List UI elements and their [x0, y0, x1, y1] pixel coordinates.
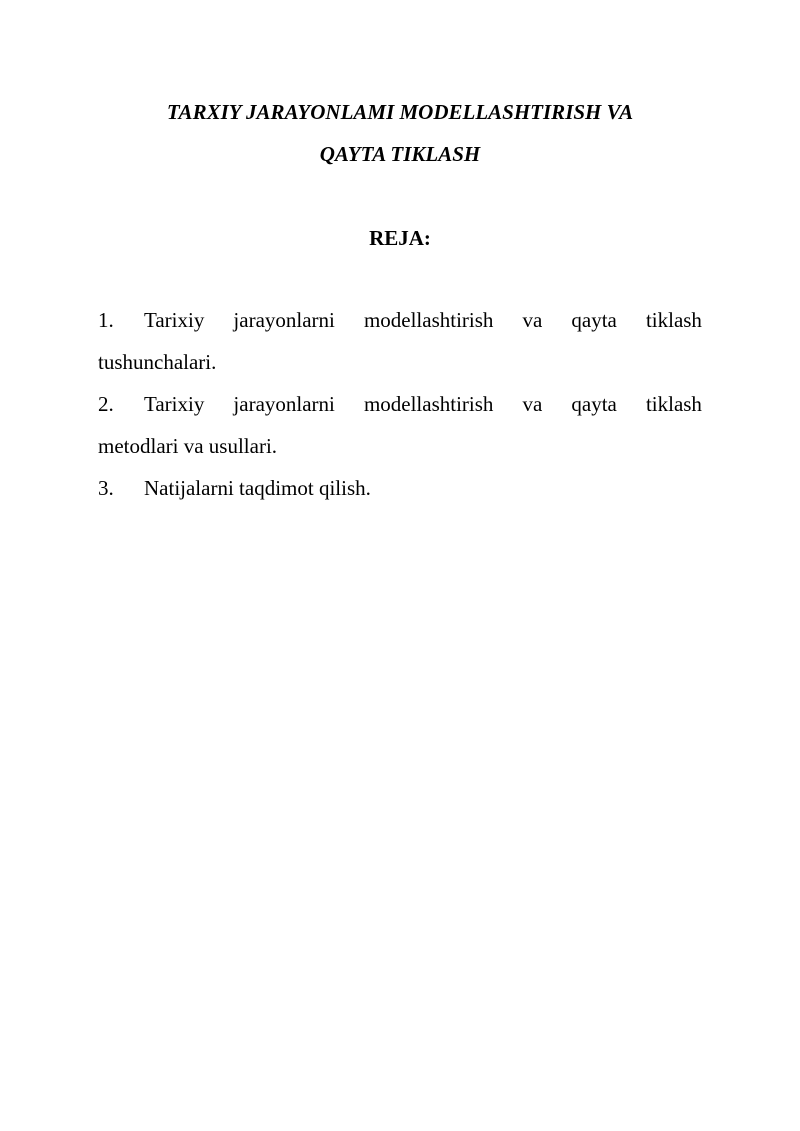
plan-item-number: 2. — [98, 392, 114, 416]
plan-item-number: 1. — [98, 308, 114, 332]
plan-item-number: 3. — [98, 476, 114, 500]
document-title-line-2: QAYTA TIKLASH — [319, 142, 481, 166]
plan-heading: REJA: — [369, 226, 431, 250]
plan-item-text-line-1: Tarixiy jarayonlarni modellashtirish va qayta tiklash — [144, 392, 702, 416]
document-title-line-1: TARXIY JARAYONLAMI MODELLASHTIRISH VA — [166, 100, 634, 124]
plan-item-text-line-1: Tarixiy jarayonlarni modellashtirish va qayta tiklash — [144, 308, 702, 332]
plan-item-text-line-1: Natijalarni taqdimot qilish. — [144, 476, 371, 500]
plan-item-text-line-2: tushunchalari. — [98, 350, 217, 374]
plan-item-text-line-2: metodlari va usullari. — [98, 434, 278, 458]
